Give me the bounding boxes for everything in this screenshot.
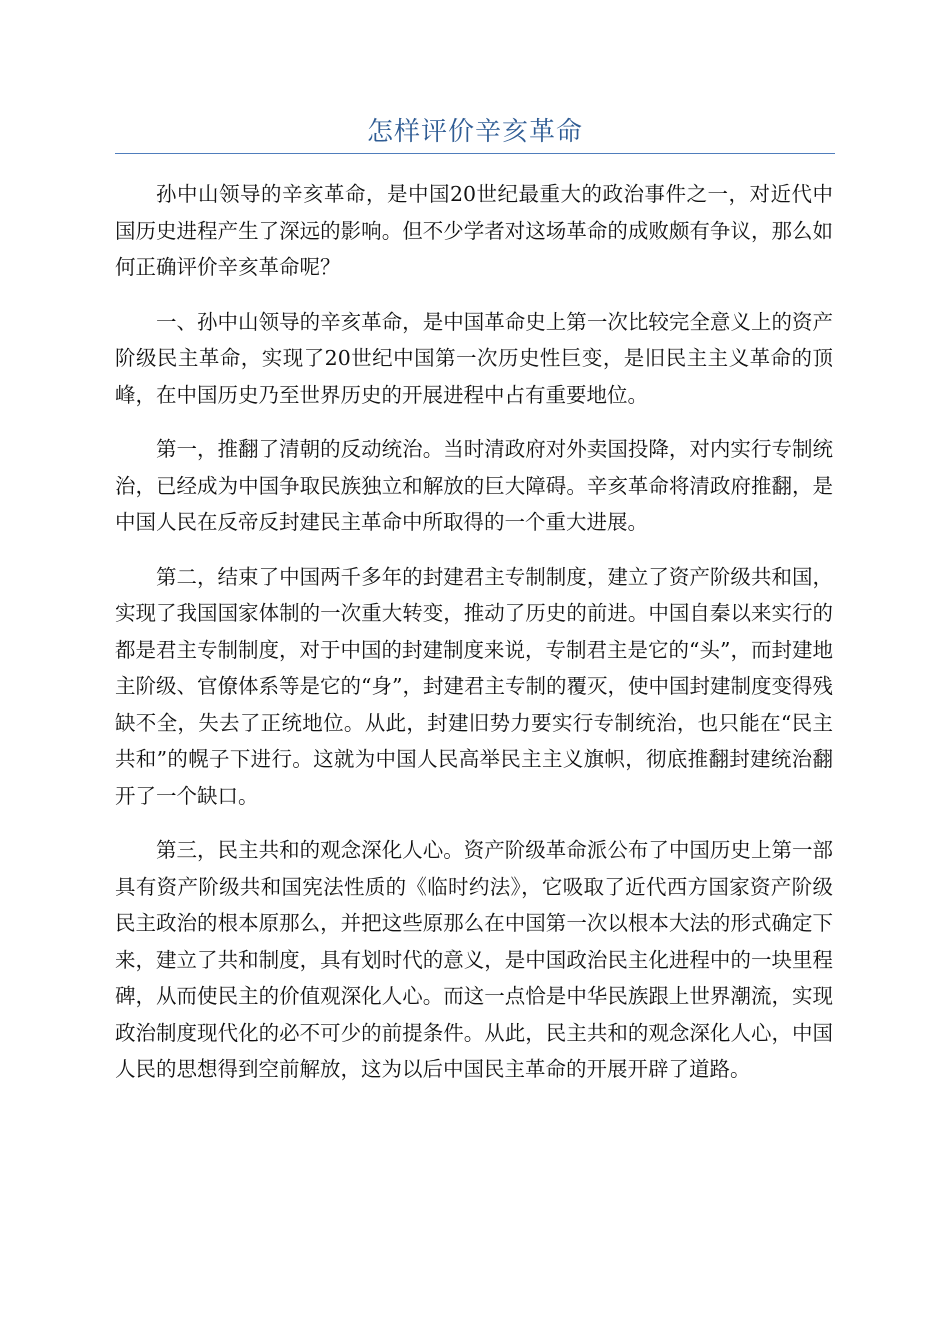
paragraph-point-third: 第三，民主共和的观念深化人心。资产阶级革命派公布了中国历史上第一部具有资产阶级共和国宪法性质的《临时约法》，它吸取了近代西方国家资产阶级民主政治的根本原那么，并把这些原那么在中国第一次以根本大法的形式确定下来，建立了共和制度，具有划时代的意义，是中国政治民主化进程中的一块里程碑，从而使民主的价值观深化人心。而这一点恰是中华民族跟上世界潮流，实现政治制度现代化的必不可少的前提条件。从此，民主共和的观念深化人心，中国人民的思想得到空前解放，这为以后中国民主革命的开展开辟了道路。	[115, 838, 833, 1081]
paragraph-point-second: 第二，结束了中国两千多年的封建君主专制制度，建立了资产阶级共和国，实现了我国国家体制的一次重大转变，推动了历史的前进。中国自秦以来实行的都是君主专制制度，对于中国的封建制度来说，专制君主是它的“头”，而封建地主阶级、官僚体系等是它的“身”，封建君主专制的覆灭，使中国封建制度变得残缺不全，失去了正统地位。从此，封建旧势力要实行专制统治，也只能在“民主共和”的幌子下进行。这就为中国人民高举民主主义旗帜，彻底推翻封建统治翻开了一个缺口。	[115, 564, 833, 808]
paragraph-point-first: 第一，推翻了清朝的反动统治。当时清政府对外卖国投降，对内实行专制统治，已经成为中国争取民族独立和解放的巨大障碍。辛亥革命将清政府推翻，是中国人民在反帝反封建民主革命中所取得的一个重大进展。	[115, 437, 833, 534]
document-body	[115, 176, 833, 1106]
title-underline	[115, 153, 835, 154]
document-title: 怎样评价辛亥革命	[366, 117, 583, 147]
paragraph-intro: 孙中山领导的辛亥革命，是中国20世纪最重大的政治事件之一，对近代中国历史进程产生了深远的影响。但不少学者对这场革命的成败颇有争议，那么如何正确评价辛亥革命呢？	[115, 182, 833, 279]
paragraph-section-one: 一、孙中山领导的辛亥革命，是中国革命史上第一次比较完全意义上的资产阶级民主革命，实现了20世纪中国第一次历史性巨变，是旧民主主义革命的顶峰，在中国历史乃至世界历史的开展进程中占有重要地位。	[115, 309, 833, 407]
